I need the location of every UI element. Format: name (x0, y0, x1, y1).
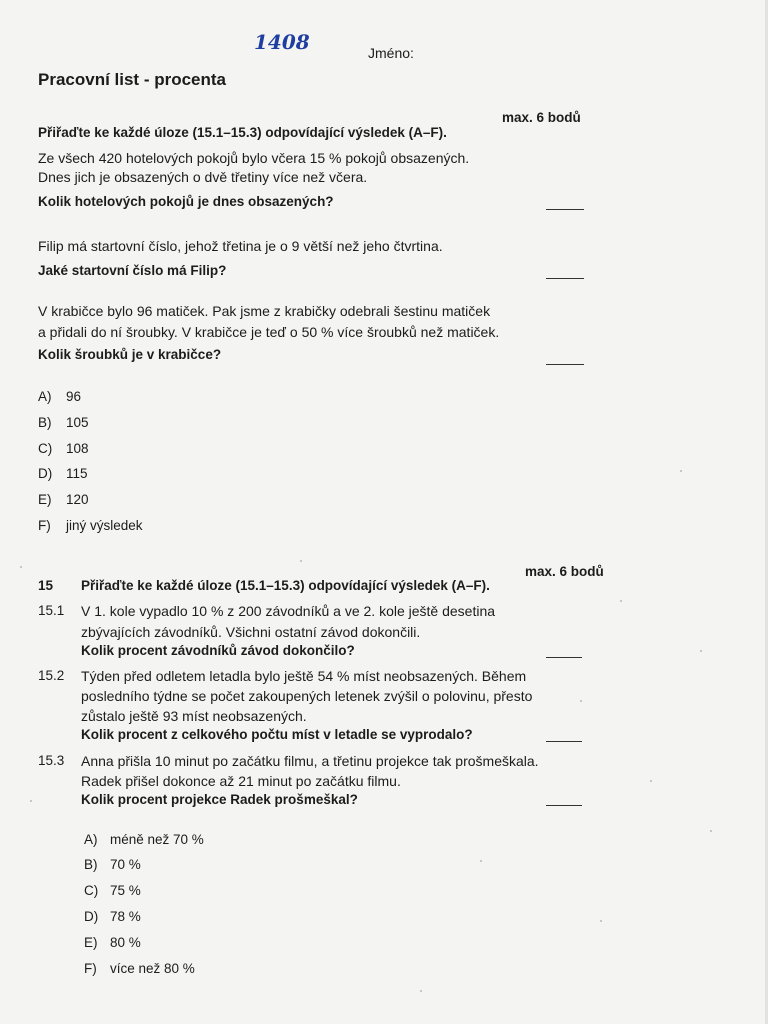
problem3-question: Kolik šroubků je v krabičce? (38, 347, 222, 362)
name-label: Jméno: (368, 45, 414, 61)
answer-blank[interactable] (546, 364, 584, 365)
answer-blank[interactable] (546, 805, 582, 806)
scan-speck (580, 700, 582, 702)
option-value: jiný výsledek (66, 518, 143, 533)
problem3-line2: a přidali do ní šroubky. V krabičce je teď o 50 % více šroubků než matiček. (38, 324, 500, 340)
option-letter: B) (38, 415, 52, 430)
problem5-question: Kolik procent z celkového počtu míst v letadle se vyprodalo? (81, 727, 473, 742)
problem-number: 15.1 (38, 603, 65, 618)
option-letter: C) (38, 441, 53, 456)
section2-number: 15 (38, 578, 54, 593)
option-value: 96 (66, 389, 82, 404)
section1-instruction: Přiřaďte ke každé úloze (15.1–15.3) odpovídající výsledek (A–F). (38, 125, 447, 140)
option-value: více než 80 % (110, 961, 195, 976)
problem5-line2: posledního týdne se počet zakoupených letenek zvýšil o polovinu, přesto (81, 688, 533, 704)
problem4-line1: V 1. kole vypadlo 10 % z 200 závodníků a ve 2. kole ještě desetina (81, 603, 496, 619)
answer-blank[interactable] (546, 209, 584, 210)
option-value: 105 (66, 415, 89, 430)
scan-speck (30, 800, 32, 802)
problem6-question: Kolik procent projekce Radek prošmeškal? (81, 792, 358, 807)
scan-speck (20, 566, 22, 568)
option-value: 108 (66, 441, 89, 456)
option-letter: D) (84, 909, 99, 924)
option-letter: C) (84, 883, 99, 898)
scan-speck (710, 830, 712, 832)
problem6-line1: Anna přišla 10 minut po začátku filmu, a třetinu projekce tak prošmeškala. (81, 753, 539, 769)
option-letter: B) (84, 857, 98, 872)
section1-max-points: max. 6 bodů (502, 110, 581, 125)
scan-speck (300, 560, 302, 562)
option-value: 78 % (110, 909, 141, 924)
problem4-question: Kolik procent závodníků závod dokončilo? (81, 643, 355, 658)
scan-speck (420, 990, 422, 992)
handwritten-number: 1408 (254, 30, 310, 54)
option-letter: A) (38, 389, 52, 404)
scan-speck (600, 920, 602, 922)
answer-blank[interactable] (546, 741, 582, 742)
problem6-line2: Radek přišel dokonce až 21 minut po začátku filmu. (81, 773, 401, 789)
scan-speck (620, 600, 622, 602)
option-letter: F) (84, 961, 97, 976)
problem2-question: Jaké startovní číslo má Filip? (38, 263, 227, 278)
scan-speck (650, 780, 652, 782)
option-value: 80 % (110, 935, 141, 950)
option-value: 70 % (110, 857, 141, 872)
scan-speck (680, 470, 682, 472)
page-title: Pracovní list - procenta (38, 70, 226, 89)
problem5-line1: Týden před odletem letadla bylo ještě 54 % míst neobsazených. Během (81, 668, 527, 684)
option-value: 120 (66, 492, 89, 507)
option-letter: A) (84, 832, 98, 847)
problem1-line2: Dnes jich je obsazených o dvě třetiny více než včera. (38, 169, 368, 185)
problem1-line1: Ze všech 420 hotelových pokojů bylo včera 15 % pokojů obsazených. (38, 150, 470, 166)
answer-blank[interactable] (546, 657, 582, 658)
problem3-line1: V krabičce bylo 96 matiček. Pak jsme z krabičky odebrali šestinu matiček (38, 303, 491, 319)
problem4-line2: zbývajících závodníků. Všichni ostatní závod dokončili. (81, 624, 421, 640)
scan-speck (700, 650, 702, 652)
problem1-question: Kolik hotelových pokojů je dnes obsazených? (38, 194, 334, 209)
option-letter: D) (38, 466, 53, 481)
problem5-line3: zůstalo ještě 93 míst neobsazených. (81, 708, 307, 724)
section2-max-points: max. 6 bodů (525, 564, 604, 579)
option-value: 75 % (110, 883, 141, 898)
scan-speck (480, 860, 482, 862)
option-letter: F) (38, 518, 51, 533)
problem-number: 15.3 (38, 753, 65, 768)
option-value: méně než 70 % (110, 832, 204, 847)
problem2-line1: Filip má startovní číslo, jehož třetina je o 9 větší než jeho čtvrtina. (38, 238, 443, 254)
option-letter: E) (84, 935, 98, 950)
problem-number: 15.2 (38, 668, 65, 683)
option-letter: E) (38, 492, 52, 507)
section2-instruction: Přiřaďte ke každé úloze (15.1–15.3) odpovídající výsledek (A–F). (81, 578, 490, 593)
option-value: 115 (66, 466, 88, 481)
answer-blank[interactable] (546, 278, 584, 279)
